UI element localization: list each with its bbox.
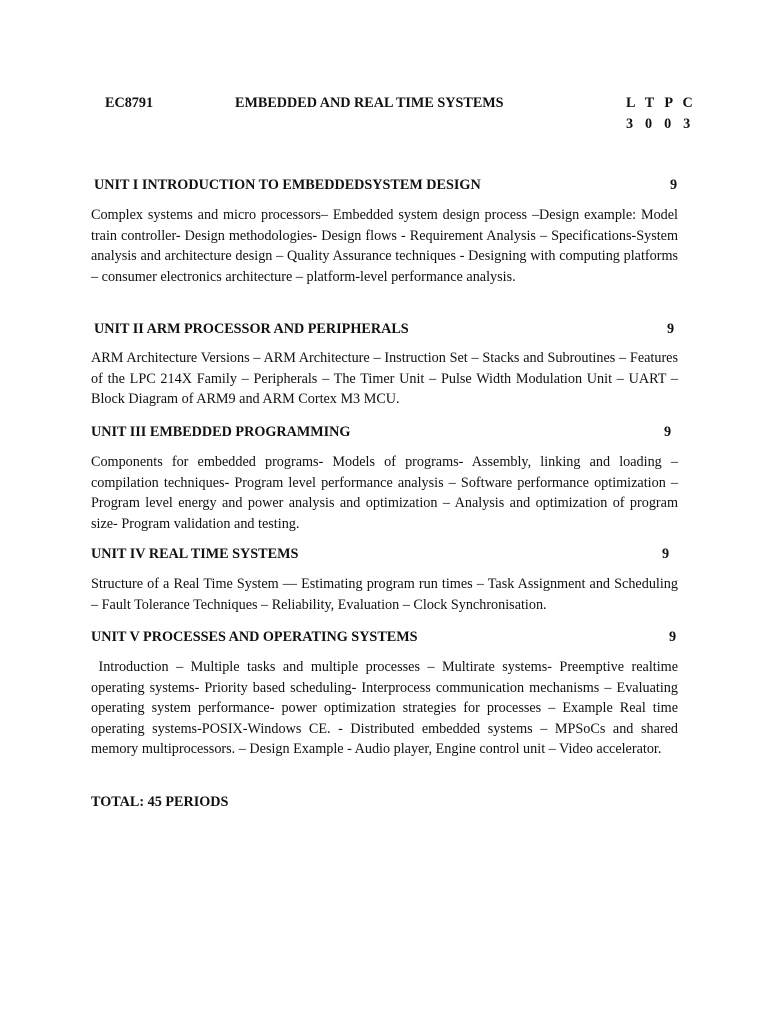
unit-4-heading <box>91 544 681 565</box>
unit-5-title: UNIT V PROCESSES AND OPERATING SYSTEMS <box>91 629 418 645</box>
unit-3-content: Components for embedded programs- Models of programs- Assembly, linking and loading – compilation techniques- Program level performance analysis – Software performance optimization – Program level energy and power analysis and optimization – Analysis and optimization of program size- Program validation and testing. <box>91 454 678 532</box>
ltpc-label: L T P C <box>626 95 697 111</box>
unit-5-heading <box>91 627 681 648</box>
unit-1-content: Complex systems and micro processors– Embedded system design process –Design example: Model train controller- Design methodologies- Design flows - Requirement Analysis – Specifications-System analysis and architecture design – Quality Assurance techniques - Designing with computing platforms – consumer electronics architecture – platform-level performance analysis. <box>91 207 678 285</box>
unit-2-hours: 9 <box>667 321 675 337</box>
unit-1-hours: 9 <box>670 177 678 193</box>
unit-2-content: ARM Architecture Versions – ARM Architecture – Instruction Set – Stacks and Subroutines – Features of the LPC 214X Family – Peripherals – The Timer Unit – Pulse Width Modulation Unit – UART – Block Diagram of ARM9 and ARM Cortex M3 MCU. <box>91 350 678 408</box>
unit-3-hours: 9 <box>664 424 672 440</box>
unit-5-content: Introduction – Multiple tasks and multiple processes – Multirate systems- Preemptive realtime operating systems- Priority based scheduling- Interprocess communication mechanisms – Evaluating operating system performance- power optimization strategies for processes – Example Real time operating systems-POSIX-Windows CE. - Distributed embedded systems – MPSoCs and shared memory multiprocessors. – Design Example - Audio player, Engine control unit – Video accelerator. <box>91 659 678 758</box>
unit-1-heading <box>94 175 684 196</box>
unit-3-title: UNIT III EMBEDDED PROGRAMMING <box>91 424 351 440</box>
unit-4-title: UNIT IV REAL TIME SYSTEMS <box>91 546 299 562</box>
ltpc-values: 3 0 0 3 <box>626 116 695 132</box>
course-code: EC8791 <box>105 95 154 111</box>
unit-2-title: UNIT II ARM PROCESSOR AND PERIPHERALS <box>94 321 409 337</box>
unit-4-hours: 9 <box>662 546 670 562</box>
unit-3-heading <box>91 422 681 443</box>
unit-5-hours: 9 <box>669 629 677 645</box>
course-title: EMBEDDED AND REAL TIME SYSTEMS <box>235 95 504 111</box>
total-periods: TOTAL: 45 PERIODS <box>91 794 229 810</box>
unit-4-content: Structure of a Real Time System — Estimating program run times – Task Assignment and Scheduling – Fault Tolerance Techniques – Reliability, Evaluation – Clock Synchronisation. <box>91 576 678 613</box>
unit-2-heading <box>94 319 684 340</box>
unit-1-title: UNIT I INTRODUCTION TO EMBEDDEDSYSTEM DESIGN <box>94 177 481 193</box>
